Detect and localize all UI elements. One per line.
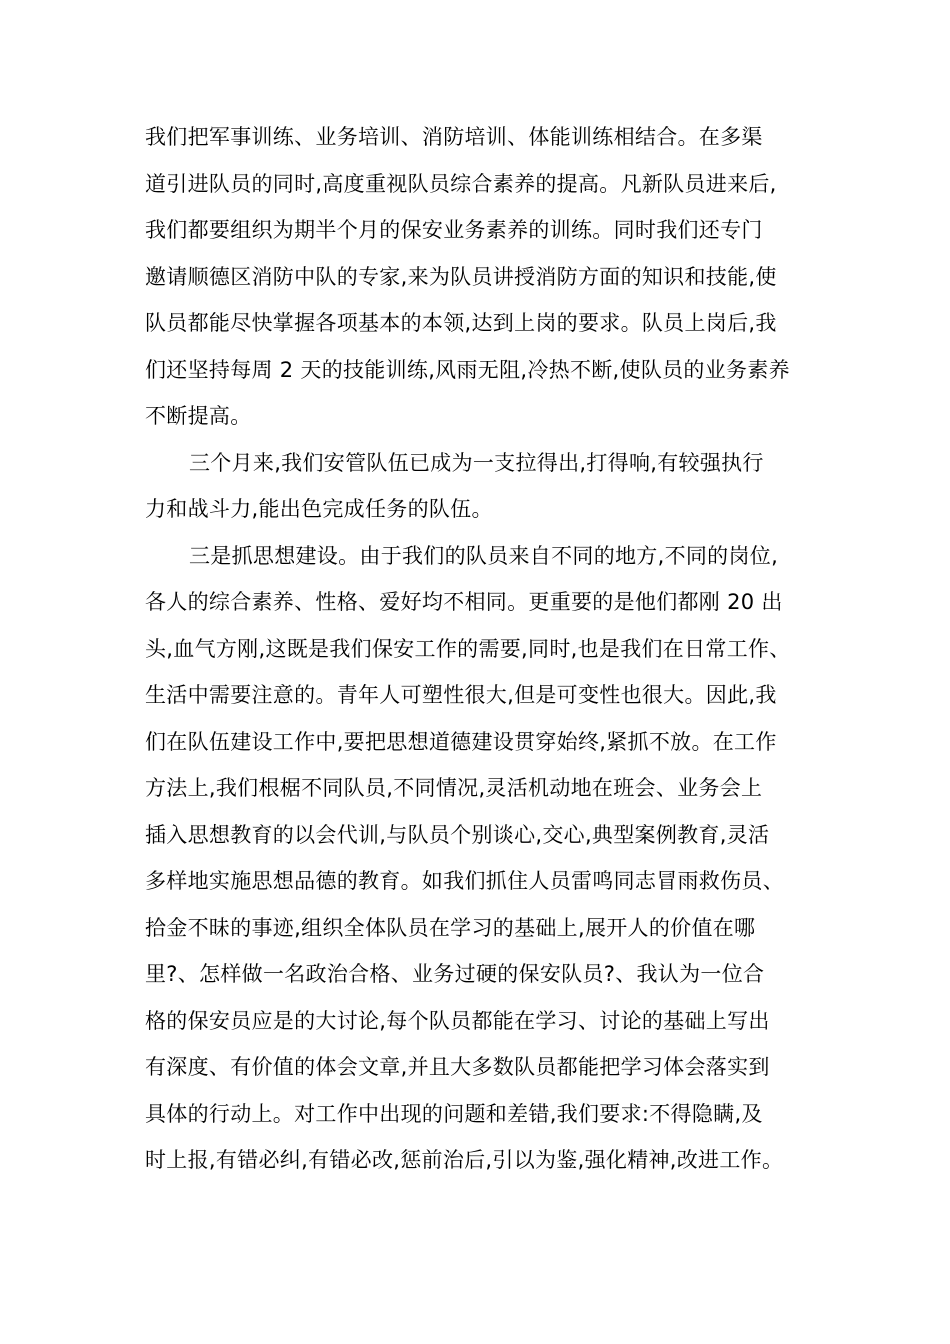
paragraph-3-line-5: 们在队伍建设工作中,要把思想道德建设贯穿始终,紧抓不放。在工作 xyxy=(145,729,777,754)
paragraph-2-line-1: 三个月来,我们安管队伍已成为一支拉得出,打得响,有较强执行 xyxy=(189,450,764,475)
paragraph-3-line-11: 格的保安员应是的大讨论,每个队员都能在学习、讨论的基础上写出 xyxy=(145,1008,770,1033)
paragraph-3-line-1: 三是抓思想建设。由于我们的队员来自不同的地方,不同的岗位, xyxy=(189,543,779,568)
paragraph-2-line-2: 力和战斗力,能出色完成任务的队伍。 xyxy=(145,497,493,521)
paragraph-3-line-14: 时上报,有错必纠,有错必改,惩前治后,引以为鉴,强化精神,改进工作。 xyxy=(145,1148,784,1172)
paragraph-3-line-8: 多样地实施思想品德的教育。如我们抓住人员雷鸣同志冒雨救伤员、 xyxy=(145,869,784,893)
paragraph-3-line-7: 插入思想教育的以会代训,与队员个别谈心,交心,典型案例教育,灵活 xyxy=(145,822,770,847)
paragraph-1-line-2: 道引进队员的同时,高度重视队员综合素养的提高。凡新队员进来后, xyxy=(145,171,777,196)
paragraph-3-line-2: 各人的综合素养、性格、爱好均不相同。更重要的是他们都刚 20 出 xyxy=(145,590,783,614)
paragraph-3-line-12: 有深度、有价值的体会文章,并且大多数队员都能把学习体会落实到 xyxy=(145,1055,770,1079)
paragraph-1-line-7: 不断提高。 xyxy=(145,404,252,428)
paragraph-3-line-3: 头,血气方刚,这既是我们保安工作的需要,同时,也是我们在日常工作、 xyxy=(145,636,791,661)
document-body xyxy=(145,114,810,1184)
paragraph-3-line-13: 具体的行动上。对工作中出现的问题和差错,我们要求:不得隐瞒,及 xyxy=(145,1101,763,1126)
paragraph-3-line-4: 生活中需要注意的。青年人可塑性很大,但是可变性也很大。因此,我 xyxy=(145,683,777,707)
paragraph-3-line-9: 拾金不昧的事迹,组织全体队员在学习的基础上,展开人的价值在哪 xyxy=(145,915,756,940)
paragraph-1-line-5: 队员都能尽快掌握各项基本的本领,达到上岗的要求。队员上岗后,我 xyxy=(145,311,777,335)
paragraph-1-line-1: 我们把军事训练、业务培训、消防培训、体能训练相结合。在多渠 xyxy=(145,125,763,149)
paragraph-3-line-6: 方法上,我们根椐不同队员,不同情况,灵活机动地在班会、业务会上 xyxy=(145,776,763,800)
paragraph-1-line-3: 我们都要组织为期半个月的保安业务素养的训练。同时我们还专门 xyxy=(145,218,763,242)
paragraph-1-line-4: 邀请顺德区消防中队的专家,来为队员讲授消防方面的知识和技能,使 xyxy=(145,264,777,289)
paragraph-3-line-10: 里?、怎样做一名政治合格、业务过硬的保安队员?、我认为一位合 xyxy=(145,962,765,986)
paragraph-1-line-6: 们还坚持每周 2 天的技能训练,风雨无阻,冷热不断,使队员的业务素养 xyxy=(145,357,790,382)
